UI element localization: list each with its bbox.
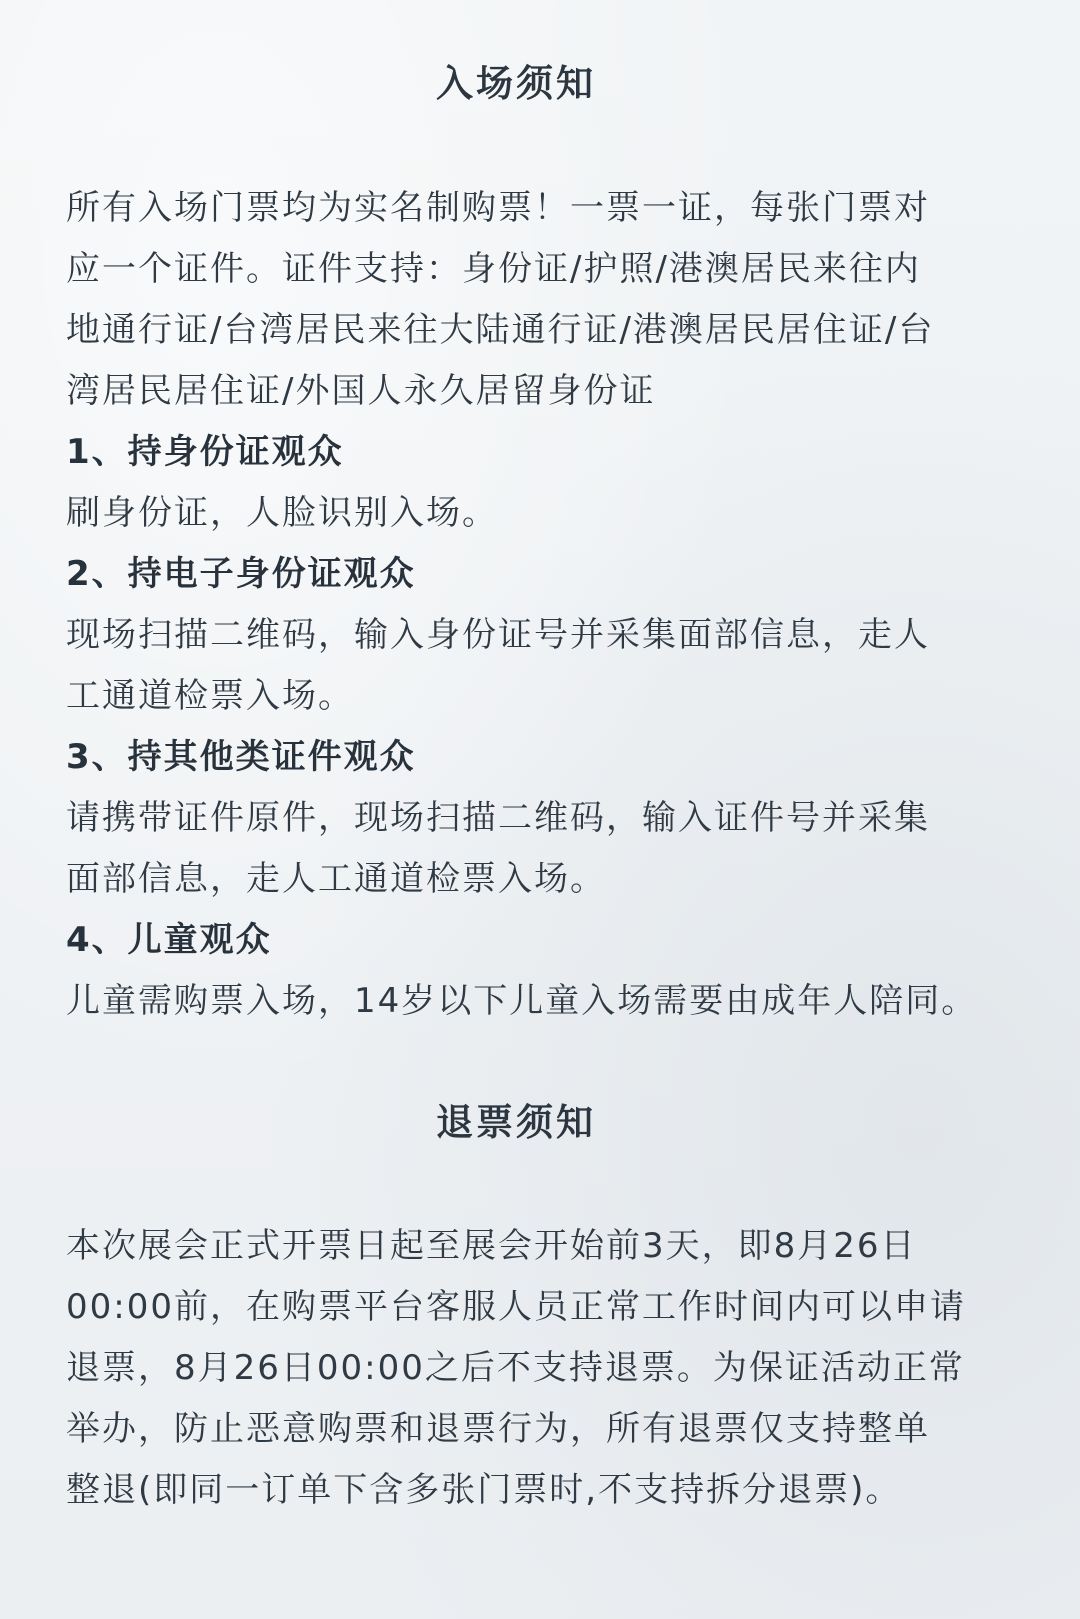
entry-item-line: 面部信息，走人工通道检票入场。 — [66, 859, 606, 899]
refund-line: 退票，8月26日00:00之后不支持退票。为保证活动正常 — [66, 1348, 965, 1388]
entry-intro-line: 湾居民居住证/外国人永久居留身份证 — [66, 371, 656, 411]
entry-title: 入场须知 — [436, 62, 596, 105]
entry-item-title-2: 2、持电子身份证观众 — [66, 554, 416, 594]
refund-line: 本次展会正式开票日起至展会开始前3天，即8月26日 — [66, 1226, 917, 1266]
entry-item-line: 刷身份证，人脸识别入场。 — [66, 493, 498, 533]
refund-line: 00:00前，在购票平台客服人员正常工作时间内可以申请 — [66, 1287, 966, 1327]
entry-item-line: 儿童需购票入场，14岁以下儿童入场需要由成年人陪同。 — [66, 981, 978, 1021]
entry-item-line: 现场扫描二维码，输入身份证号并采集面部信息，走人 — [66, 615, 930, 655]
refund-title: 退票须知 — [436, 1101, 596, 1144]
entry-intro-line: 所有入场门票均为实名制购票！一票一证，每张门票对 — [66, 188, 930, 228]
refund-line: 整退(即同一订单下含多张门票时,不支持拆分退票)。 — [66, 1470, 902, 1510]
refund-body — [66, 1216, 1006, 1521]
entry-item-title-1: 1、持身份证观众 — [66, 432, 344, 472]
entry-intro — [66, 178, 1006, 1032]
refund-line: 举办，防止恶意购票和退票行为，所有退票仅支持整单 — [66, 1409, 930, 1449]
entry-intro-line: 应一个证件。证件支持：身份证/护照/港澳居民来往内 — [66, 249, 921, 289]
entry-item-title-4: 4、儿童观众 — [66, 920, 272, 960]
entry-intro-line: 地通行证/台湾居民来往大陆通行证/港澳居民居住证/台 — [66, 310, 935, 350]
entry-item-line: 请携带证件原件，现场扫描二维码，输入证件号并采集 — [66, 798, 930, 838]
entry-item-line: 工通道检票入场。 — [66, 676, 354, 716]
entry-item-title-3: 3、持其他类证件观众 — [66, 737, 416, 777]
